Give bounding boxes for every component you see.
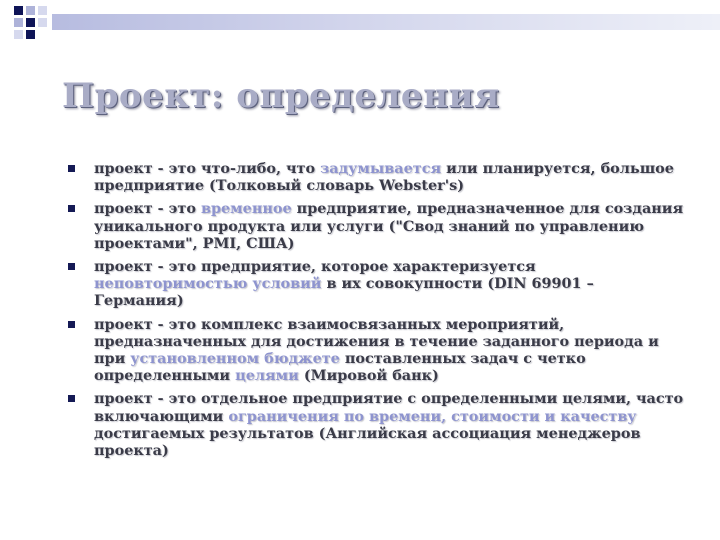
item-text: проект - это	[94, 200, 201, 218]
list-item	[68, 160, 688, 194]
deco-square-pale-3	[14, 30, 23, 39]
bullet-square-icon	[68, 395, 75, 402]
bullet-square-icon	[68, 263, 75, 270]
header-gradient-bar	[52, 14, 720, 30]
bullet-square-icon	[68, 205, 75, 212]
item-text: проект - это предприятие, которое характеризуется	[94, 258, 536, 276]
item-text: в их совокупности (DIN 69901 – Германия)	[94, 275, 594, 310]
deco-square-dark-2	[26, 18, 35, 27]
item-text: достигаемых результатов (Английская ассоциация менеджеров проекта)	[94, 424, 641, 460]
item-text: предприятие, предназначенное для создания уникального продукта или услуги ("Свод знаний по управлению проектами", PMI, США)	[94, 200, 684, 252]
item-highlight: задумывается	[320, 160, 442, 177]
item-highlight: временное	[200, 200, 292, 218]
item-highlight: целями	[235, 367, 299, 385]
item-text: поставленных задач с четко определенными	[94, 350, 586, 385]
item-highlight: ограничения по времени, стоимости и качеству	[228, 407, 637, 425]
deco-square-mid-1	[26, 6, 35, 15]
item-text: проект - это комплекс взаимосвязанных мероприятий, предназначенных для достижения в течение заданного периода и при	[94, 315, 659, 368]
deco-square-mid-2	[14, 18, 23, 27]
deco-square-pale-2	[38, 18, 47, 27]
deco-square-pale-1	[38, 6, 47, 15]
item-text: проект - это что-либо, что	[94, 160, 321, 177]
item-highlight: неповторимостью условий	[94, 275, 322, 293]
item-text: (Мировой банк)	[298, 367, 439, 385]
definitions-list	[68, 160, 688, 459]
list-item	[68, 258, 688, 310]
item-text: проект - это отдельное предприятие с определенными целями, часто включающими	[94, 390, 684, 425]
item-highlight: установленном бюджете	[130, 350, 340, 368]
slide-title: Проект: определения	[62, 76, 500, 116]
deco-square-dark-1	[14, 6, 23, 15]
list-item	[68, 390, 688, 459]
item-text: или планируется, большое предприятие (Толковый словарь Webster's)	[94, 160, 674, 195]
bullet-square-icon	[68, 321, 75, 328]
bullet-square-icon	[68, 165, 75, 172]
list-item	[68, 200, 688, 252]
list-item	[68, 316, 688, 385]
deco-square-dark-3	[26, 30, 35, 39]
